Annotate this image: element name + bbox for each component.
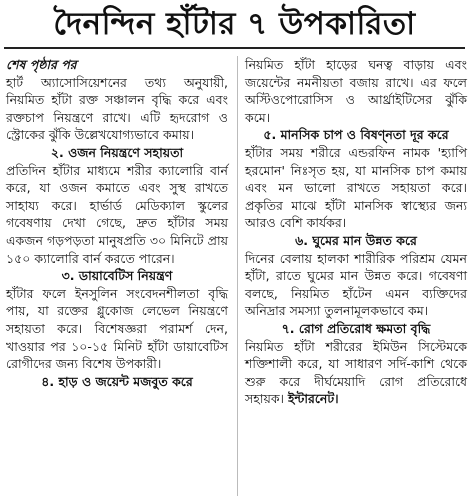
paragraph-stress: হাঁটার সময় শরীরে এন্ডরফিন নামক 'হ্যাপি হরমোন' নিঃসৃত হয়, যা মানসিক চাপ কমায় এবং মন ভালো রাখতে সহায়তা করে। প্রকৃতির মাঝে হাঁটা মানসিক স্বাস্থ্যের জন্য আরও বেশি কার্যকর।	[245, 144, 467, 231]
column-divider	[237, 56, 238, 496]
subheading-sleep: ৬. ঘুমের মান উন্নত করে	[295, 232, 417, 248]
subheading-bones-joints: ৪. হাড় ও জয়েন্ট মজবুত করে	[41, 373, 193, 389]
paragraph-bones-joints: নিয়মিত হাঁটা হাড়ের ঘনত্ব বাড়ায় এবং জয়েন্টের নমনীয়তা বজায় রাখে। এর ফলে অস্টিওপোরোসিস ও আর্থ্রাইটিসের ঝুঁকি কমে।	[245, 57, 467, 125]
subheading-diabetes: ৩. ডায়াবেটিস নিয়ন্ত্রণ	[61, 268, 173, 284]
paragraph-diabetes: হাঁটার ফলে ইনসুলিন সংবেদনশীলতা বৃদ্ধি পায়, যা রক্তের গ্লুকোজ লেভেল নিয়ন্ত্রণে সহায়তা করে। বিশেষজ্ঞরা পরামর্শ দেন, খাওয়ার পর ১০-১৫ মিনিট হাঁটা ডায়াবেটিস রোগীদের জন্য বিশেষ উপকারী।	[6, 285, 228, 372]
subheading-immunity: ৭. রোগ প্রতিরোধ ক্ষমতা বৃদ্ধি	[281, 320, 431, 336]
continued-label: শেষ পৃষ্ঠার পর	[6, 57, 77, 72]
paragraph-sleep: দিনের বেলায় হালকা শারীরিক পরিশ্রম যেমন হাঁটা, রাতে ঘুমের মান উন্নত করে। গবেষণা বলছে, নিয়মিত হাঁটেন এমন ব্যক্তিদের অনিদ্রার সমস্যা তুলনামূলকভাবে কম।	[245, 250, 467, 319]
article-title: দৈনন্দিন হাঁটার ৭ উপকারিতা	[4, 4, 465, 49]
paragraph-immunity	[245, 338, 467, 408]
left-column	[6, 56, 228, 390]
subheading-stress: ৫. মানসিক চাপ ও বিষণ্নতা দূর করে	[263, 127, 449, 143]
paragraph-immunity-text: নিয়মিত হাঁটা শরীরের ইমিউন সিস্টেমকে শক্তিশালী করে, যা সাধারণ সর্দি-কাশি থেকে শুরু করে দীর্ঘমেয়াদি রোগ প্রতিরোধে সহায়ক।	[245, 338, 467, 407]
source-credit: ইন্টারনেট।	[288, 391, 339, 407]
paragraph-weight-control: প্রতিদিন হাঁটার মাধ্যমে শরীর ক্যালোরি বার্ন করে, যা ওজন কমাতে এবং সুস্থ রাখতে সাহায্য করে। হার্ভার্ড মেডিক্যাল স্কুলের গবেষণায় দেখা গেছে, দ্রুত হাঁটার সময় একজন গড়পড়তা মানুষপ্রতি ৩০ মিনিটে প্রায় ১৫০ ক্যালোরি বার্ন করতে পারেন।	[6, 162, 228, 266]
right-column	[245, 56, 467, 408]
paragraph-heart: হার্ট অ্যাসোসিয়েশনের তথ্য অনুযায়ী, নিয়মিত হাঁটা রক্ত সঞ্চালন বৃদ্ধি করে এবং রক্তচাপ নিয়ন্ত্রণে রাখে। এটি হৃদরোগ ও স্ট্রোকের ঝুঁকি উল্লেখযোগ্যভাবে কমায়।	[6, 74, 228, 143]
subheading-weight-control: ২. ওজন নিয়ন্ত্রণে সহায়তা	[50, 144, 184, 160]
